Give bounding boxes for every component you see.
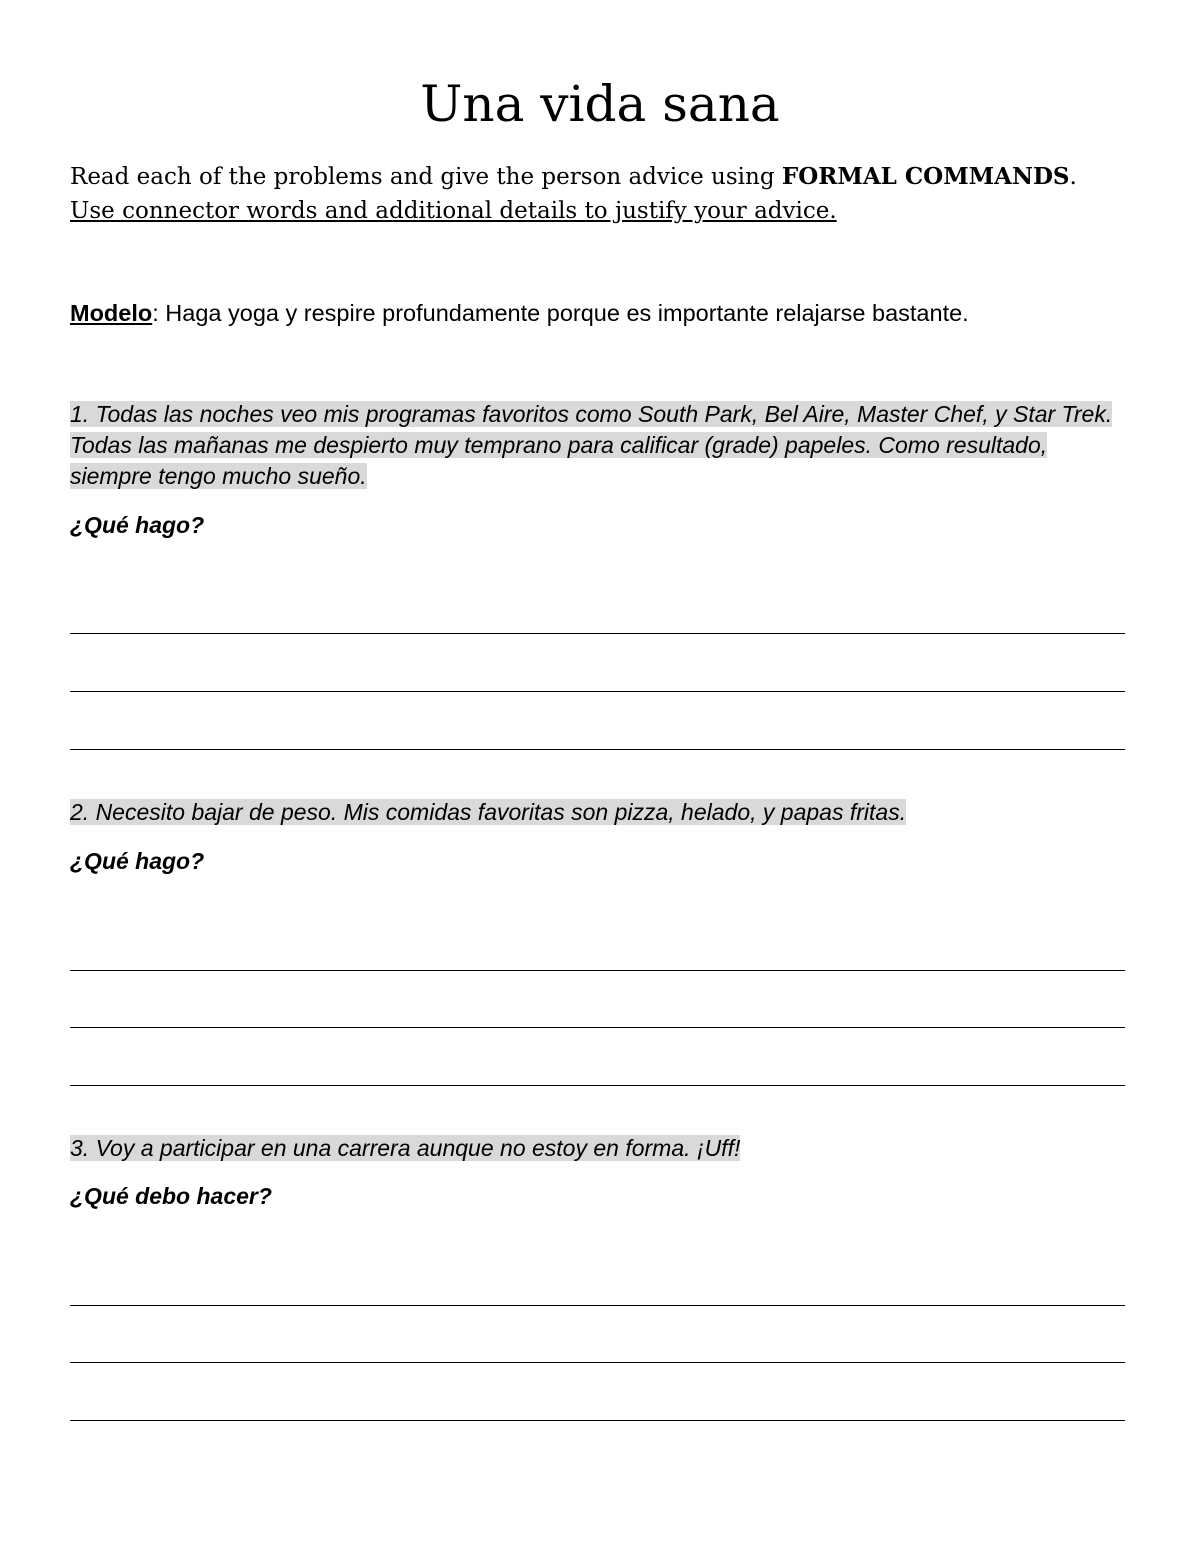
instructions-line-1 (70, 160, 1140, 194)
problem-3-question: ¿Qué debo hacer? (70, 1183, 272, 1209)
model-example (70, 296, 1150, 330)
instructions-line-2: Use connector words and additional details to justify your advice. (70, 198, 837, 224)
answer-line[interactable] (70, 749, 1125, 750)
problem-1 (70, 399, 1130, 492)
problem-2-text: 2. Necesito bajar de peso. Mis comidas favoritas son pizza, helado, y papas fritas. (70, 799, 907, 825)
instructions-period: . (1069, 164, 1077, 190)
problem-2-question: ¿Qué hago? (70, 848, 205, 874)
problem-1-question: ¿Qué hago? (70, 512, 205, 538)
answer-line[interactable] (70, 1085, 1125, 1086)
answer-line[interactable] (70, 633, 1125, 634)
model-label: Modelo (70, 300, 153, 326)
problem-2 (70, 797, 1130, 828)
instructions (70, 160, 1140, 228)
answer-line[interactable] (70, 1027, 1125, 1028)
answer-line[interactable] (70, 1420, 1125, 1421)
answer-line[interactable] (70, 970, 1125, 971)
instructions-emphasis: FORMAL COMMANDS (781, 163, 1070, 190)
answer-line[interactable] (70, 691, 1125, 692)
model-text: : Haga yoga y respire profundamente porque es importante relajarse bastante. (152, 300, 969, 326)
problem-3 (70, 1133, 1130, 1164)
page-title: Una vida sana (420, 75, 780, 133)
problem-1-text: 1. Todas las noches veo mis programas favoritos como South Park, Bel Aire, Master Chef, y Star Trek. Todas las mañanas me despierto muy temprano para calificar (grade) papeles. Como resultado, siempre tengo mucho sueño. (70, 401, 1113, 489)
problem-3-text: 3. Voy a participar en una carrera aunque no estoy en forma. ¡Uff! (70, 1135, 741, 1161)
instructions-text: Read each of the problems and give the person advice using (70, 164, 782, 190)
answer-line[interactable] (70, 1305, 1125, 1306)
answer-line[interactable] (70, 1362, 1125, 1363)
